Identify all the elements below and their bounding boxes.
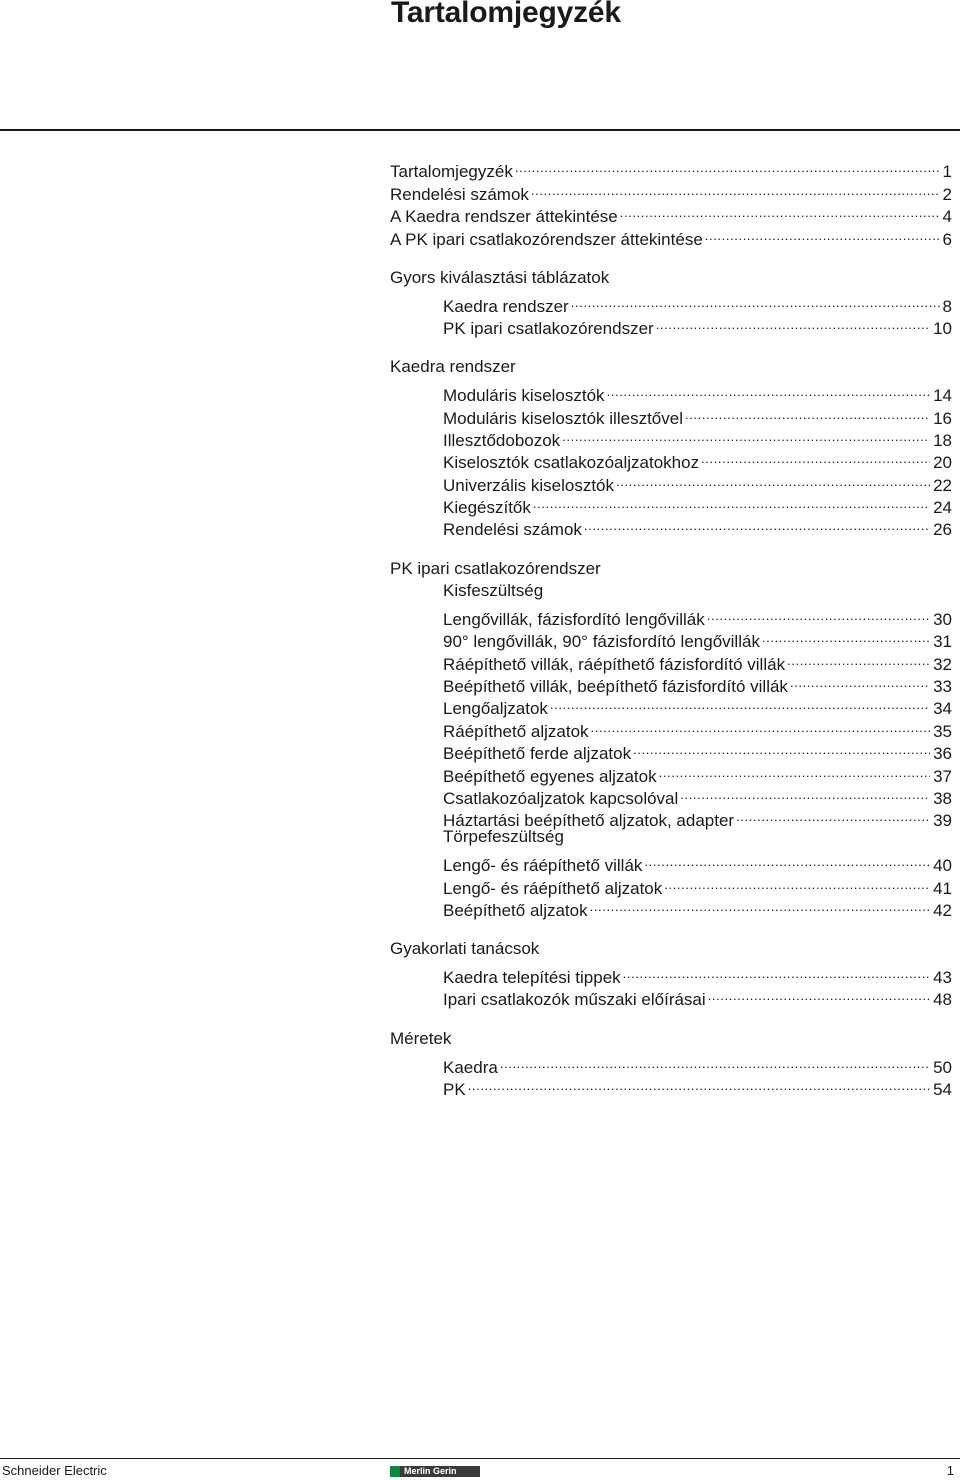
toc-entry-label: Csatlakozóaljzatok kapcsolóval <box>443 789 679 809</box>
toc-entry-label: Ipari csatlakozók műszaki előírásai <box>443 990 706 1010</box>
toc-page-number: 34 <box>933 699 952 719</box>
toc-page-number: 42 <box>933 901 952 920</box>
toc-entry-label: Ráépíthető villák, ráépíthető fázisfordító villák <box>443 654 786 674</box>
dot-leader <box>607 379 931 401</box>
toc-section-heading: Gyakorlati tanácsok <box>390 939 540 959</box>
dot-leader <box>591 714 931 736</box>
dot-leader <box>590 894 930 916</box>
toc-entry-label: Moduláris kiselosztók <box>443 386 605 406</box>
dot-leader <box>584 513 930 535</box>
toc-page-number: 43 <box>933 968 952 988</box>
toc-entry-label: Lengővillák, fázisfordító lengővillák <box>443 609 705 629</box>
toc-entry-label: Illesztődobozok <box>443 430 561 450</box>
toc-entry[interactable] <box>443 379 952 406</box>
dot-leader <box>550 692 930 714</box>
toc-page-number: 20 <box>933 453 952 473</box>
toc-entry-label: PK ipari csatlakozórendszer <box>443 319 654 339</box>
footer-page-number: 1 <box>946 1463 954 1478</box>
toc-entry-label: PK <box>443 1079 466 1099</box>
toc-entry-label: Lengő- és ráépíthető villák <box>443 856 643 876</box>
dot-leader <box>707 603 930 625</box>
toc-page-number: 40 <box>933 856 952 876</box>
toc-entry[interactable] <box>443 961 952 988</box>
dot-leader <box>515 155 940 177</box>
dot-leader <box>644 849 930 871</box>
toc-page-number: 10 <box>933 319 952 339</box>
toc-entry[interactable] <box>443 1050 952 1077</box>
toc-page-number: 6 <box>942 229 952 249</box>
toc-section-heading: Gyors kiválasztási táblázatok <box>390 267 610 287</box>
toc-section-heading: PK ipari csatlakozórendszer <box>390 558 601 578</box>
toc-page-number: 48 <box>933 990 952 1010</box>
toc-entry-label: Lengőaljzatok <box>443 699 548 719</box>
toc-entry-label: Rendelési számok <box>390 184 529 204</box>
bottom-divider <box>0 1458 960 1459</box>
toc-entry-label: 90° lengővillák, 90° fázisfordító lengővillák <box>443 632 760 652</box>
dot-leader <box>736 804 930 826</box>
toc-subheading: Törpefeszültség <box>443 827 564 847</box>
dot-leader <box>708 983 930 1005</box>
toc-entry-label: A Kaedra rendszer áttekintése <box>390 207 618 227</box>
toc-page-number: 50 <box>933 1057 952 1077</box>
dot-leader <box>762 625 930 647</box>
dot-leader <box>500 1050 930 1072</box>
toc-page-number: 4 <box>942 207 952 227</box>
dot-leader <box>664 871 930 893</box>
page-title: Tartalomjegyzék <box>391 0 621 29</box>
toc-entry[interactable] <box>443 603 952 629</box>
toc-page-number: 24 <box>933 498 952 518</box>
toc-page-number: 35 <box>933 721 952 741</box>
toc-entry-label: Kaedra rendszer <box>443 296 569 316</box>
dot-leader <box>571 289 940 311</box>
toc-entry-label: Beépíthető egyenes aljzatok <box>443 766 657 786</box>
logo-mark-icon <box>390 1466 400 1477</box>
toc-page-number: 18 <box>933 430 952 450</box>
toc-entry-label: Moduláris kiselosztók illesztővel <box>443 408 683 428</box>
toc-entry-label: Univerzális kiselosztók <box>443 475 614 495</box>
toc-entry-label: Kiegészítők <box>443 498 531 518</box>
toc-entry[interactable] <box>390 155 952 182</box>
dot-leader <box>705 222 940 244</box>
toc-page-number: 31 <box>933 632 952 652</box>
toc-page-number: 38 <box>933 789 952 809</box>
merlin-gerin-logo <box>390 1466 480 1477</box>
toc-entry-label: Tartalomjegyzék <box>390 162 513 182</box>
toc-page-number: 2 <box>942 184 952 204</box>
dot-leader <box>616 468 930 490</box>
toc-page-number: 54 <box>933 1079 952 1099</box>
toc-section-heading: Kaedra rendszer <box>390 357 516 377</box>
toc-page-number: 32 <box>933 654 952 674</box>
dot-leader <box>790 670 930 692</box>
toc-page-number: 41 <box>933 878 952 898</box>
toc-entry-label: Beépíthető aljzatok <box>443 901 588 920</box>
toc-entry-label: Kaedra <box>443 1057 498 1077</box>
toc-page-number: 33 <box>933 677 952 697</box>
toc-entry-label: A PK ipari csatlakozórendszer áttekintése <box>390 229 703 249</box>
toc-page-number: 22 <box>933 475 952 495</box>
logo-text: Merlin Gerin <box>404 1466 457 1476</box>
toc-entry-label: Rendelési számok <box>443 520 582 540</box>
top-divider <box>0 129 960 131</box>
toc-entry-label: Kiselosztók csatlakozóaljzatokhoz <box>443 453 700 473</box>
dot-leader <box>680 782 930 804</box>
dot-leader <box>633 737 930 759</box>
dot-leader <box>659 759 930 781</box>
toc-page-number: 14 <box>933 386 952 406</box>
toc-page-number: 26 <box>933 520 952 540</box>
dot-leader <box>685 401 930 423</box>
toc-entry[interactable] <box>443 1073 952 1099</box>
toc-page-number: 37 <box>933 766 952 786</box>
dot-leader <box>562 424 930 446</box>
dot-leader <box>701 446 930 468</box>
toc-page-number: 30 <box>933 609 952 629</box>
toc-section-heading: Méretek <box>390 1028 452 1048</box>
table-of-contents <box>390 155 952 1099</box>
toc-page-number: 36 <box>933 744 952 764</box>
toc-page-number: 1 <box>942 162 952 182</box>
toc-entry[interactable] <box>443 849 952 876</box>
toc-entry-label: Beépíthető ferde aljzatok <box>443 744 632 764</box>
toc-page-number: 16 <box>933 408 952 428</box>
dot-leader <box>531 177 940 199</box>
toc-entry-label: Ráépíthető aljzatok <box>443 721 589 741</box>
toc-page-number: 39 <box>933 811 952 831</box>
dot-leader <box>468 1073 930 1095</box>
toc-entry-label: Lengő- és ráépíthető aljzatok <box>443 878 663 898</box>
toc-entry-label: Háztartási beépíthető aljzatok, adapter <box>443 811 735 831</box>
dot-leader <box>533 491 930 513</box>
footer-company: Schneider Electric <box>2 1463 107 1478</box>
dot-leader <box>656 312 930 334</box>
toc-subheading: Kisfeszültség <box>443 581 544 601</box>
dot-leader <box>787 647 930 669</box>
toc-entry-label: Beépíthető villák, beépíthető fázisfordító villák <box>443 677 788 697</box>
toc-entry[interactable] <box>443 289 952 316</box>
dot-leader <box>623 961 930 983</box>
toc-page-number: 8 <box>942 296 952 316</box>
toc-entry-label: Kaedra telepítési tippek <box>443 968 621 988</box>
dot-leader <box>620 200 940 222</box>
